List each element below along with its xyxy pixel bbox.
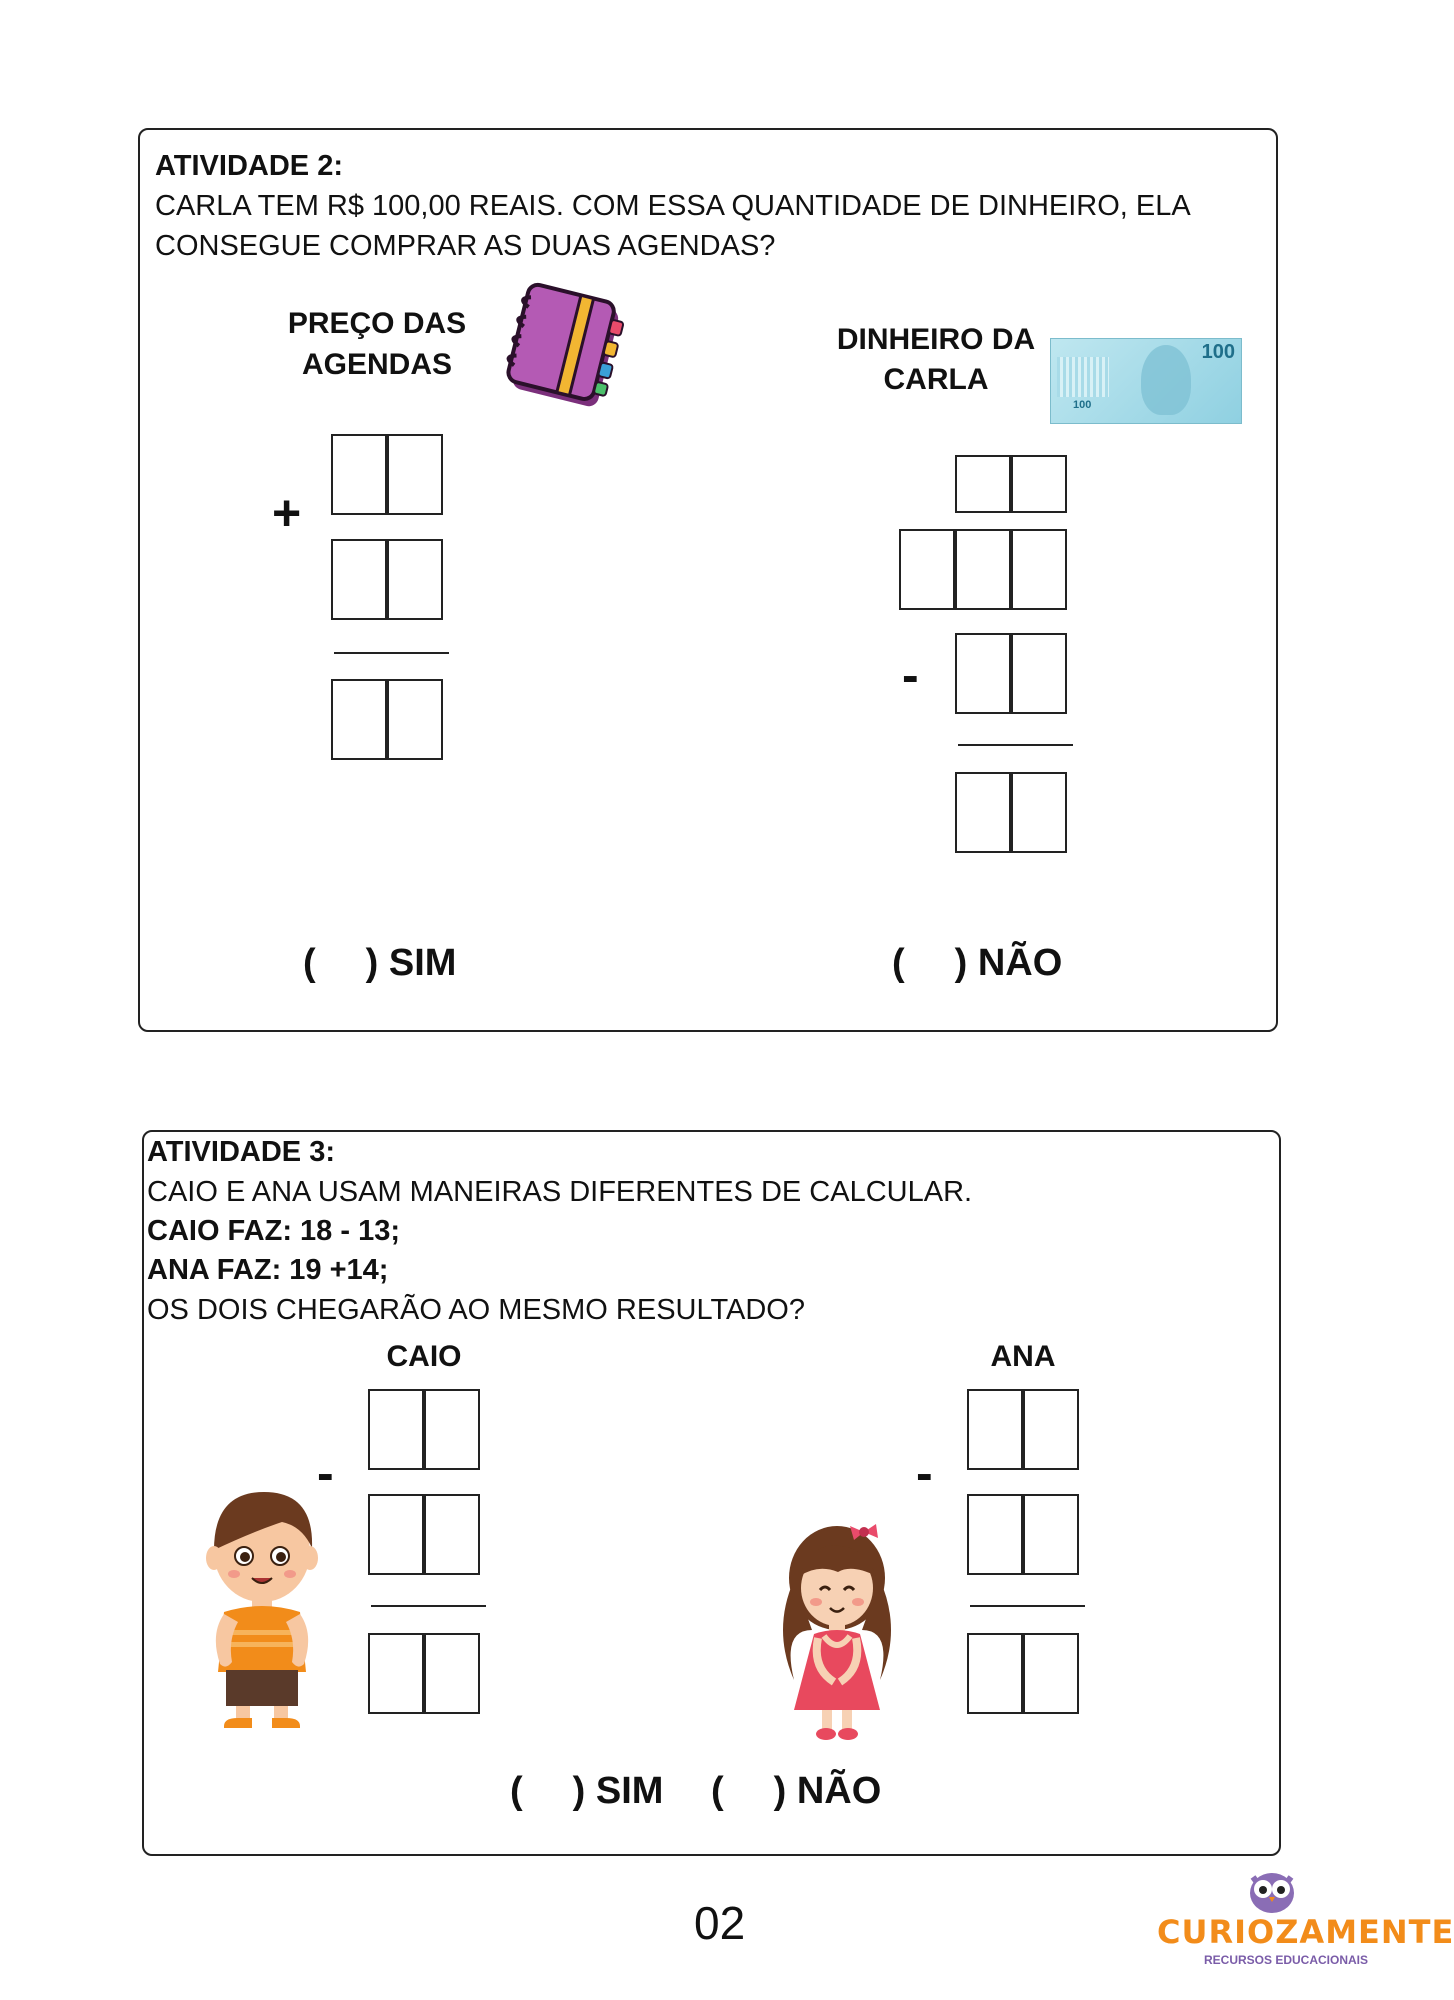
subtrahend-units-box[interactable] [1011,633,1067,714]
minuend-units-box[interactable] [1011,529,1067,610]
boy-icon [200,1490,325,1735]
minuend-tens-box[interactable] [955,529,1011,610]
girl-icon [772,1520,902,1745]
addition-result-line [334,652,449,654]
activity-3-statement-line-1: CAIO E ANA USAM MANEIRAS DIFERENTES DE CALCULAR. [147,1176,973,1208]
yes-option-label: ) SIM [365,942,457,984]
activity-2-title: ATIVIDADE 2: [155,150,343,182]
caio-subtrahend-units-box[interactable] [424,1494,480,1575]
sum-units-box[interactable] [387,679,443,760]
subtrahend-tens-box[interactable] [955,633,1011,714]
borrow-units-box[interactable] [1011,455,1067,513]
difference-tens-box[interactable] [955,772,1011,853]
ana-calculation: ANA FAZ: 19 +14; [147,1254,389,1286]
activity-3-no-option[interactable] [711,1770,881,1813]
addend-2-tens-box[interactable] [331,539,387,620]
activity-3-question: OS DOIS CHEGARÃO AO MESMO RESULTADO? [147,1294,805,1326]
addend-1-tens-box[interactable] [331,434,387,515]
money-label-line-1: DINHEIRO DA [836,323,1036,356]
ana-second-tens-box[interactable] [967,1494,1023,1575]
activity-2-statement-line-2: CONSEGUE COMPRAR AS DUAS AGENDAS? [155,230,776,262]
addend-2-units-box[interactable] [387,539,443,620]
caio-minus-sign: - [317,1445,334,1501]
yes-checkbox-paren[interactable]: ( [303,942,316,984]
activity-2-statement-line-1: CARLA TEM R$ 100,00 REAIS. COM ESSA QUANTIDADE DE DINHEIRO, ELA [155,190,1191,222]
no-option-label: ) NÃO [773,1770,882,1812]
caio-result-units-box[interactable] [424,1633,480,1714]
brand-logo [1150,1865,1454,1985]
banknote-portrait [1141,345,1191,415]
yes-option-label: ) SIM [572,1770,664,1812]
minuend-hundreds-box[interactable] [899,529,955,610]
no-checkbox-paren[interactable]: ( [711,1770,724,1812]
ana-first-units-box[interactable] [1023,1389,1079,1470]
brand-tagline: RECURSOS EDUCACIONAIS [1204,1953,1369,1967]
ana-first-tens-box[interactable] [967,1389,1023,1470]
plus-sign: + [272,485,302,541]
ana-result-line [970,1605,1085,1607]
ana-label: ANA [990,1340,1056,1373]
activity-3-yes-option[interactable] [510,1770,663,1813]
difference-units-box[interactable] [1011,772,1067,853]
caio-label: CAIO [386,1340,462,1373]
caio-result-line [371,1605,486,1607]
activity-2-yes-option[interactable] [303,942,456,985]
page-number: 02 [694,1897,746,1949]
banknote-value-bottom: 100 [1073,399,1092,411]
caio-result-tens-box[interactable] [368,1633,424,1714]
yes-checkbox-paren[interactable]: ( [510,1770,523,1812]
brand-name: CURIOZAMENTE [1157,1913,1454,1951]
no-checkbox-paren[interactable]: ( [892,942,905,984]
price-label-line-1: PREÇO DAS [287,307,467,340]
caio-calculation: CAIO FAZ: 18 - 13; [147,1215,400,1247]
ana-result-tens-box[interactable] [967,1633,1023,1714]
ana-result-units-box[interactable] [1023,1633,1079,1714]
banknote-hatch [1057,357,1109,397]
activity-3-title: ATIVIDADE 3: [147,1136,335,1168]
caio-minuend-tens-box[interactable] [368,1389,424,1470]
banknote-value-top: 100 [1201,341,1235,363]
owl-icon [1245,1865,1299,1913]
addend-1-units-box[interactable] [387,434,443,515]
money-label-line-2: CARLA [883,363,989,396]
subtraction-result-line [958,744,1073,746]
borrow-tens-box[interactable] [955,455,1011,513]
banknote-icon [1050,338,1242,424]
activity-2-no-option[interactable] [892,942,1062,985]
caio-minuend-units-box[interactable] [424,1389,480,1470]
notebook-icon [500,285,630,410]
minus-sign: - [902,647,919,703]
ana-minus-sign: - [916,1445,933,1501]
caio-subtrahend-tens-box[interactable] [368,1494,424,1575]
price-label-line-2: AGENDAS [301,348,452,381]
sum-tens-box[interactable] [331,679,387,760]
ana-second-units-box[interactable] [1023,1494,1079,1575]
no-option-label: ) NÃO [954,942,1063,984]
